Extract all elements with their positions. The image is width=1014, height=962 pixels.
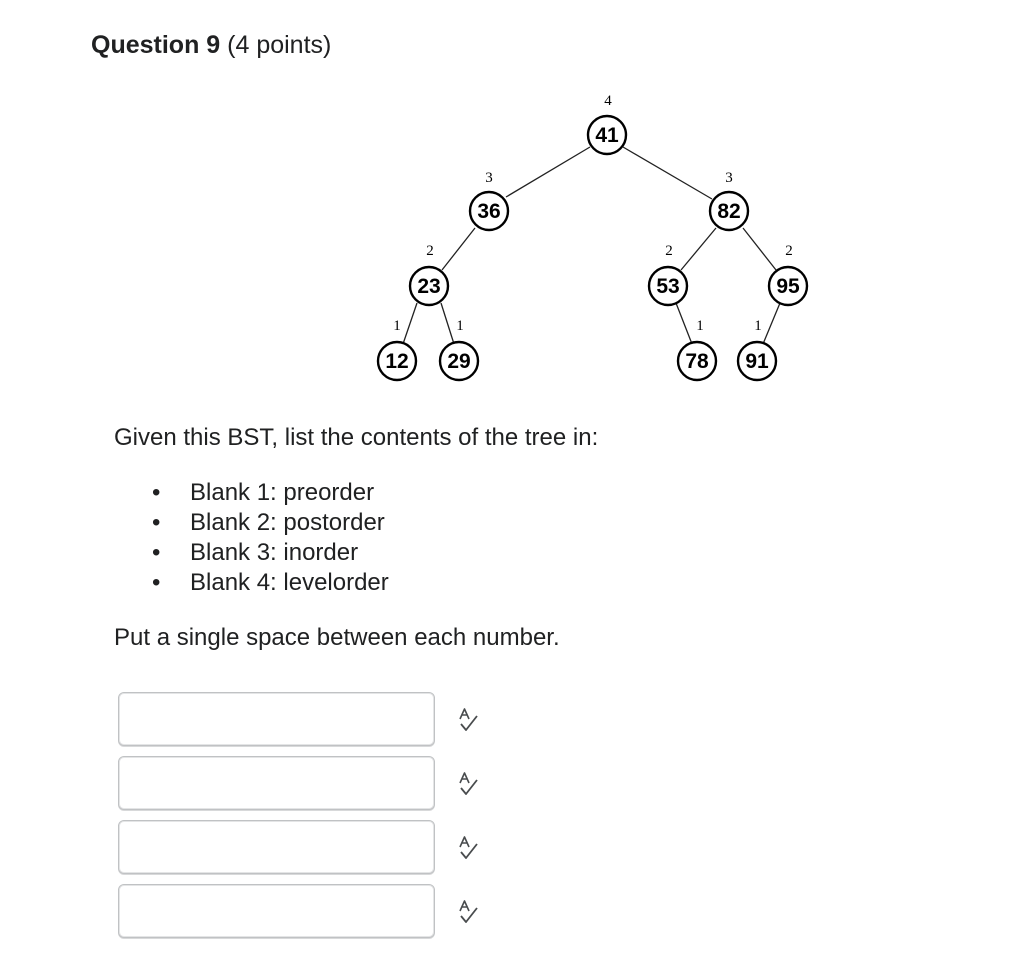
- edge-82-95: [743, 228, 776, 270]
- node-value: 91: [745, 350, 769, 373]
- answer-row-4: [118, 884, 518, 940]
- node-height: 1: [456, 318, 464, 334]
- edge-41-82: [623, 147, 712, 199]
- bullet: •: [152, 569, 161, 596]
- question-prompt: Given this BST, list the contents of the tree in:: [114, 424, 599, 451]
- list-item: [152, 538, 389, 568]
- bullet: •: [152, 509, 161, 536]
- tree-node: [769, 243, 807, 305]
- list-item: [152, 568, 389, 598]
- node-value: 41: [595, 124, 619, 147]
- blank-3-input[interactable]: [118, 820, 435, 874]
- blank-4-input[interactable]: [118, 884, 435, 938]
- tree-node: [588, 93, 626, 154]
- tree-node: [678, 318, 716, 380]
- blank-list: [152, 478, 389, 598]
- answer-row-3: [118, 820, 518, 876]
- edge-95-91: [763, 303, 780, 344]
- node-height: 2: [665, 243, 673, 259]
- node-value: 12: [385, 350, 409, 373]
- blank-1-input[interactable]: [118, 692, 435, 746]
- spell-check-icon[interactable]: [456, 835, 482, 861]
- instruction-text: Put a single space between each number.: [114, 624, 560, 651]
- node-value: 36: [477, 200, 501, 223]
- blank-label: Blank 3: inorder: [190, 539, 359, 566]
- node-value: 29: [447, 350, 471, 373]
- tree-node: [470, 170, 508, 230]
- tree-edges: [403, 147, 780, 344]
- bst-diagram: [0, 0, 1014, 410]
- spell-check-icon[interactable]: [456, 899, 482, 925]
- node-height: 2: [426, 243, 434, 259]
- edge-53-78: [676, 303, 692, 344]
- node-height: 1: [754, 318, 762, 334]
- bullet: •: [152, 539, 161, 566]
- tree-node: [710, 170, 748, 230]
- node-value: 95: [776, 275, 800, 298]
- edge-36-23: [442, 228, 475, 270]
- node-height: 1: [393, 318, 401, 334]
- list-item: [152, 478, 389, 508]
- bullet: •: [152, 479, 161, 506]
- question-title: Question 9: [91, 31, 221, 59]
- blank-2-input[interactable]: [118, 756, 435, 810]
- node-height: 3: [485, 170, 493, 186]
- node-height: 2: [785, 243, 793, 259]
- node-value: 78: [685, 350, 709, 373]
- node-value: 23: [417, 275, 441, 298]
- edge-23-29: [441, 303, 454, 344]
- blank-label: Blank 2: postorder: [190, 509, 385, 536]
- answer-row-2: [118, 756, 518, 812]
- tree-node: [410, 243, 448, 305]
- edge-82-53: [681, 228, 716, 270]
- node-height: 3: [725, 170, 733, 186]
- node-value: 82: [717, 200, 741, 223]
- edge-41-36: [506, 147, 590, 197]
- blank-label: Blank 1: preorder: [190, 479, 375, 506]
- node-height: 1: [696, 318, 704, 334]
- tree-node: [649, 243, 687, 305]
- node-value: 53: [656, 275, 680, 298]
- node-height: 4: [604, 93, 612, 109]
- spell-check-icon[interactable]: [456, 771, 482, 797]
- question-points: (4 points): [227, 31, 332, 59]
- tree-node: [378, 318, 416, 380]
- spell-check-icon[interactable]: [456, 707, 482, 733]
- answer-row-1: [118, 692, 518, 748]
- blank-label: Blank 4: levelorder: [190, 569, 389, 596]
- tree-node: [440, 318, 478, 380]
- edge-23-12: [403, 303, 417, 344]
- list-item: [152, 508, 389, 538]
